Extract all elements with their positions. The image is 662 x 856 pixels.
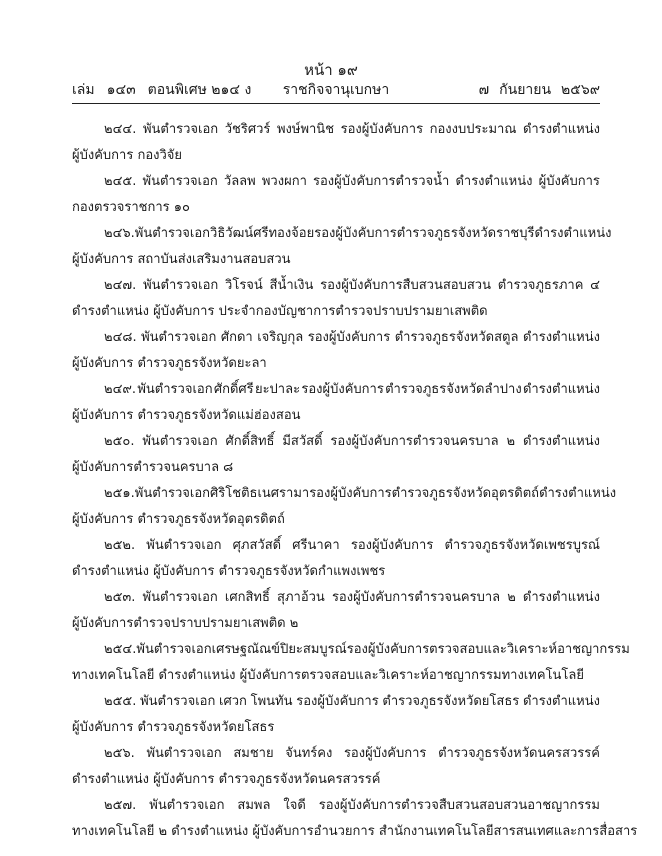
appointment-entry <box>72 637 630 689</box>
entry-text: ดำรงตำแหน่ง <box>522 330 600 345</box>
entry-text: ๒๔๙. <box>104 382 137 397</box>
publication-name: ราชกิจจานุเบกษา <box>282 82 390 98</box>
entry-text: พันตำรวจเอก <box>142 122 219 137</box>
entry-text: ๒ <box>507 590 516 605</box>
entry-text: รองผู้บังคับการ <box>340 122 424 137</box>
entry-text: เจริญกุล <box>257 330 304 345</box>
entry-text: ดำรงตำแหน่ง <box>522 434 600 449</box>
entry-text: เศวก <box>219 694 247 709</box>
entry-text: ๒๔๔. <box>104 122 137 137</box>
entry-first-line <box>72 793 600 819</box>
entry-text: ดำรงตำแหน่ง ผู้บังคับการ ตำรวจภูธรจังหวัดนครสวรรค์ <box>72 772 381 787</box>
entry-text: ดำรงตำแหน่ง <box>534 226 612 241</box>
entry-text: รองผู้บังคับการ <box>296 694 379 709</box>
entry-text: พันตำรวจเอก <box>142 174 218 189</box>
entry-text: ศักดา <box>220 330 253 345</box>
entry-text: รองผู้บังคับการ <box>314 226 397 241</box>
entry-continuation-line <box>72 195 600 221</box>
entry-text: พันตำรวจเอก <box>143 278 219 293</box>
entry-text: สมพล <box>237 798 271 813</box>
entry-text: สีน้ำเงิน <box>269 278 314 293</box>
entry-first-line <box>72 117 600 143</box>
entry-text: ดำรงตำแหน่ง <box>455 174 533 189</box>
entry-text: ใจดี <box>283 798 306 813</box>
entry-continuation-line <box>72 767 600 793</box>
appointment-entry <box>72 221 612 273</box>
entry-first-line <box>72 221 612 247</box>
entry-continuation-line <box>72 247 600 273</box>
entry-text: พันตำรวจเอก <box>142 590 218 605</box>
appointment-entry <box>72 585 600 637</box>
entry-first-line <box>72 325 600 351</box>
entry-text: ตำรวจภูธรจังหวัดนครสวรรค์ <box>438 746 600 761</box>
entry-text: วิโรจน์ <box>225 278 263 293</box>
entry-text: วิธิวัฒน์ <box>210 226 254 241</box>
entry-text: ๒ <box>506 434 516 449</box>
entry-text: ๒๕๖. <box>104 746 135 761</box>
entry-text: ดำรงตำแหน่ง <box>522 694 600 709</box>
entry-text: ธเนศรามา <box>249 486 310 501</box>
appointment-entry <box>72 169 600 221</box>
entry-text: รองผู้บังคับการตรวจสอบและวิเคราะห์อาชญากรรม <box>346 642 630 657</box>
entry-text: ดำรงตำแหน่ง <box>539 486 617 501</box>
entry-text: วัชริศวร์ <box>224 122 271 137</box>
appointment-entry <box>72 533 600 585</box>
entry-text: ผู้บังคับการ ตำรวจภูธรจังหวัดยะลา <box>72 356 267 371</box>
entry-text: ๒๔๘. <box>104 330 137 345</box>
entry-text: พันตำรวจเอก <box>137 382 213 397</box>
entry-text: ศิริโชติ <box>210 486 250 501</box>
entry-text: ๒๔๖. <box>104 226 135 241</box>
entry-text: ๒๕๗. <box>104 798 137 813</box>
entry-text: ตำรวจภูธรจังหวัดราชบุรี <box>396 226 535 241</box>
entry-continuation-line <box>72 455 600 481</box>
entry-text: ๔ <box>590 278 600 293</box>
entry-text: รองผู้บังคับการ <box>309 486 392 501</box>
entry-continuation-line <box>72 351 600 377</box>
entry-text: ตำรวจภูธรจังหวัดสตูล <box>394 330 519 345</box>
entry-first-line <box>72 689 600 715</box>
entry-text: ศรีทองจ้อย <box>253 226 315 241</box>
entry-text: พันตำรวจเอก <box>134 486 211 501</box>
entry-text: ตำรวจภูธรภาค <box>497 278 584 293</box>
entry-first-line <box>72 637 630 663</box>
volume-number: ๑๔๓ <box>106 82 136 98</box>
entry-text: ๒๕๔. <box>104 642 137 657</box>
entry-text: รองผู้บังคับการตำรวจน้ำ <box>313 174 450 189</box>
entry-text: ศรีนาคา <box>292 538 340 553</box>
entry-text: ผู้บังคับการ <box>538 174 600 189</box>
entry-text: พันตำรวจเอก <box>141 330 217 345</box>
entry-text: ตำรวจภูธรจังหวัดอุตรดิตถ์ <box>391 486 540 501</box>
entry-text: โพนทัน <box>250 694 293 709</box>
volume-info <box>72 79 251 101</box>
entry-text: ผู้บังคับการตำรวจปราบปรามยาเสพติด ๒ <box>72 616 299 631</box>
entry-continuation-line <box>72 299 600 325</box>
entry-text: ๒๕๑. <box>104 486 135 501</box>
entry-text: ศุภสวัสดิ์ <box>232 538 282 553</box>
entry-first-line <box>72 429 600 455</box>
entry-text: พันตำรวจเอก <box>142 434 218 449</box>
entry-text: กองตรวจราชการ ๑๐ <box>72 200 190 215</box>
entry-text: พันตำรวจเอก <box>136 642 212 657</box>
entry-continuation-line <box>72 611 600 637</box>
entry-text: ๒๕๓. <box>104 590 136 605</box>
entry-text: สมชาย <box>233 746 274 761</box>
entry-text: พันตำรวจเอก <box>149 798 225 813</box>
entry-text: รองผู้บังคับการตำรวจนครบาล <box>330 434 499 449</box>
appointment-entry <box>72 377 600 429</box>
entry-continuation-line <box>72 559 600 585</box>
entry-text: ศักดิ์ศรี <box>213 382 254 397</box>
entry-text: พันตำรวจเอก <box>134 226 211 241</box>
entry-continuation-line <box>72 715 600 741</box>
entry-text: พันตำรวจเอก <box>146 538 222 553</box>
entry-first-line <box>72 533 600 559</box>
entry-text: ๒๔๕. <box>104 174 137 189</box>
entry-text: ปิยะสมบูรณ์ <box>280 642 347 657</box>
entry-text: ๒๕๒. <box>104 538 136 553</box>
entry-text: ตำรวจภูธรจังหวัดเพชรบูรณ์ <box>444 538 600 553</box>
entry-continuation-line <box>72 507 600 533</box>
entry-text: กองงบประมาณ <box>429 122 517 137</box>
entry-text: ดำรงตำแหน่ง <box>522 122 600 137</box>
entry-text: พันตำรวจเอก <box>140 694 216 709</box>
entry-text: ศักดิ์สิทธิ์ <box>225 434 275 449</box>
entry-text: ทางเทคโนโลยี ๒ ดำรงตำแหน่ง ผู้บังคับการอำนวยการ สำนักงานเทคโนโลยีสารสนเทศและการสื่อสาร <box>72 824 638 839</box>
appointment-entry <box>72 117 600 169</box>
entry-text: เศกสิทธิ์ <box>224 590 270 605</box>
header-divider <box>72 103 600 104</box>
date-day: ๗ <box>478 82 490 98</box>
entry-text: ดำรงตำแหน่ง <box>522 382 600 397</box>
entry-text: มีสวัสดิ์ <box>282 434 323 449</box>
date-month: กันยายน <box>499 82 552 98</box>
entry-continuation-line <box>72 143 600 169</box>
entry-text: ผู้บังคับการ ตำรวจภูธรจังหวัดยโสธร <box>72 720 275 735</box>
appointment-entry <box>72 793 638 845</box>
entry-text: รองผู้บังคับการตำรวจสืบสวนสอบสวนอาชญากรรม <box>318 798 600 813</box>
appointment-entry <box>72 429 600 481</box>
appointment-entry <box>72 741 600 793</box>
entry-text: สุภาอ้วน <box>277 590 325 605</box>
entry-text: ทางเทคโนโลยี ดำรงตำแหน่ง ผู้บังคับการตรวจสอบและวิเคราะห์อาชญากรรมทางเทคโนโลยี <box>72 668 584 683</box>
entry-text: จันทร์คง <box>285 746 333 761</box>
entry-text: รองผู้บังคับการ <box>307 330 391 345</box>
entry-first-line <box>72 585 600 611</box>
entry-text: ตำรวจภูธรจังหวัดลำปาง <box>385 382 522 397</box>
entry-text: พันตำรวจเอก <box>146 746 222 761</box>
entry-text: พงษ์พานิช <box>276 122 335 137</box>
entry-continuation-line <box>72 403 600 429</box>
entry-text: ๒๕๕. <box>104 694 137 709</box>
issue-label: ตอนพิเศษ ๒๑๔ ง <box>147 82 252 98</box>
entry-first-line <box>72 169 600 195</box>
entry-text: ดำรงตำแหน่ง ผู้บังคับการ ประจำกองบัญชาการตำรวจปราบปรามยาเสพติด <box>72 304 488 319</box>
entry-first-line <box>72 741 600 767</box>
gazette-header <box>72 80 600 100</box>
entry-text: รองผู้บังคับการ <box>350 538 434 553</box>
entry-text: เศรษฐณัณข์ <box>211 642 281 657</box>
publication-date <box>479 79 600 101</box>
entry-text: รองผู้บังคับการ <box>301 382 384 397</box>
entry-text: ๒๕๐. <box>104 434 135 449</box>
entry-text: พวงผกา <box>261 174 307 189</box>
entry-text: รองผู้บังคับการตำรวจนครบาล <box>331 590 501 605</box>
entry-first-line <box>72 377 600 403</box>
entry-text: ผู้บังคับการ สถาบันส่งเสริมงานสอบสวน <box>72 252 291 267</box>
appointment-list <box>72 117 638 845</box>
appointment-entry <box>72 481 617 533</box>
entry-text: ผู้บังคับการ กองวิจัย <box>72 148 183 163</box>
entry-text: ผู้บังคับการ ตำรวจภูธรจังหวัดอุตรดิตถ์ <box>72 512 285 527</box>
entry-text: ๒๔๗. <box>104 278 137 293</box>
entry-text: ยะปาละ <box>254 382 301 397</box>
appointment-entry <box>72 325 600 377</box>
appointment-entry <box>72 689 600 741</box>
entry-continuation-line <box>72 663 600 689</box>
entry-text: ผู้บังคับการตำรวจนครบาล ๘ <box>72 460 234 475</box>
date-year: ๒๕๖๙ <box>561 82 600 98</box>
entry-first-line <box>72 481 617 507</box>
entry-continuation-line <box>72 819 638 845</box>
appointment-entry <box>72 273 600 325</box>
entry-text: ผู้บังคับการ ตำรวจภูธรจังหวัดแม่ฮ่องสอน <box>72 408 301 423</box>
volume-label: เล่ม <box>72 82 95 98</box>
entry-text: รองผู้บังคับการ <box>343 746 427 761</box>
entry-first-line <box>72 273 600 299</box>
entry-text: ดำรงตำแหน่ง ผู้บังคับการ ตำรวจภูธรจังหวัดกำแพงเพชร <box>72 564 386 579</box>
entry-text: ดำรงตำแหน่ง <box>522 590 600 605</box>
entry-text: ตำรวจภูธรจังหวัดยโสธร <box>382 694 520 709</box>
entry-text: วัลลพ <box>223 174 256 189</box>
entry-text: รองผู้บังคับการสืบสวนสอบสวน <box>320 278 491 293</box>
page-number: หน้า ๑๙ <box>304 61 358 79</box>
